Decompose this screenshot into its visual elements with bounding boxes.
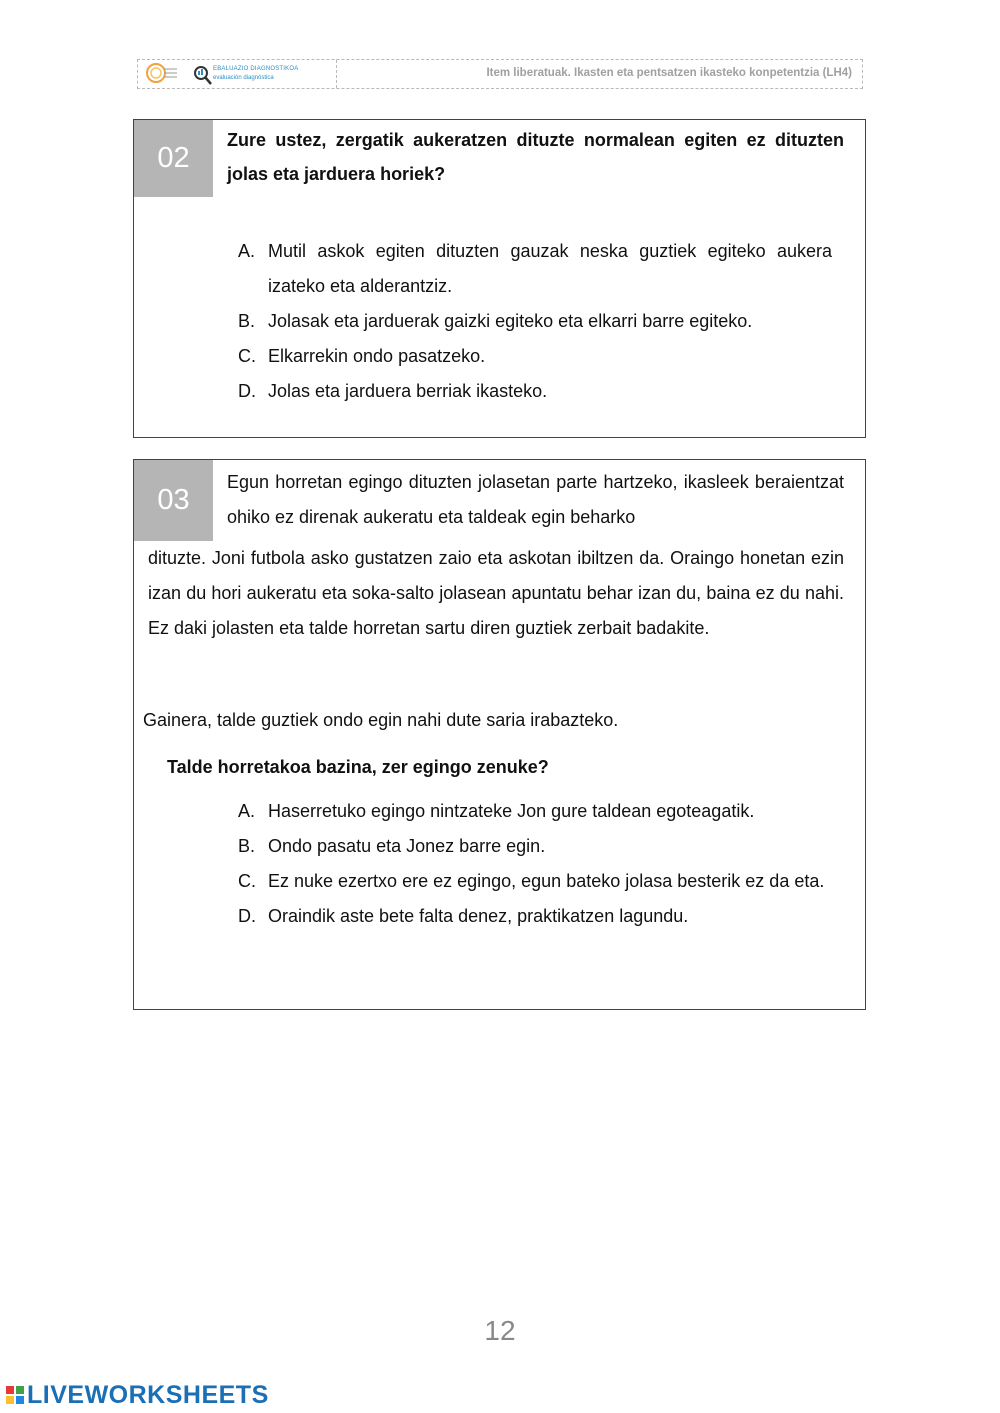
option-d[interactable] [238, 374, 832, 409]
option-letter: D. [238, 906, 256, 926]
option-c[interactable] [238, 339, 832, 374]
option-text: Oraindik aste bete falta denez, praktikatzen lagundu. [268, 906, 689, 926]
option-letter: A. [238, 241, 256, 261]
option-text: Jolasak eta jarduerak gaizki egiteko eta elkarri barre egiteko. [268, 311, 753, 331]
option-letter: C. [238, 871, 256, 891]
option-letter: A. [238, 801, 256, 821]
evaluation-logo [193, 63, 323, 87]
question-box-03 [133, 459, 866, 1010]
question-intro-top: Egun horretan egingo dituzten jolasetan parte hartzeko, ikasleek beraientzat ohiko ez direnak aukeratu eta taldeak egin beharko [227, 472, 844, 527]
option-c[interactable] [238, 864, 832, 899]
option-b[interactable] [238, 829, 832, 864]
option-letter: B. [238, 836, 256, 856]
option-text: Jolas eta jarduera berriak ikasteko. [268, 381, 548, 401]
header-logos [138, 60, 337, 88]
question-text: Talde horretakoa bazina, zer egingo zenuke? [167, 757, 549, 777]
option-text: Elkarrekin ondo pasatzeko. [268, 346, 486, 366]
institution-logo [144, 62, 178, 86]
brand-grid-icon [6, 1386, 24, 1404]
answer-options [238, 234, 832, 409]
option-text: Ondo pasatu eta Jonez barre egin. [268, 836, 546, 856]
question-number: 02 [134, 120, 213, 197]
question-intro-body: dituzte. Joni futbola asko gustatzen zaio eta askotan ibiltzen da. Oraingo honetan ezin izan du hori aukeratu eta soka-salto jolasean apuntatu behar izan du, baina ez du nahi. Ez daki jolasten eta talde horretan sartu diren guztiek zerbait badakite. [148, 548, 844, 638]
question-paragraph: Gainera, talde guztiek ondo egin nahi dute saria irabazteko. [143, 710, 619, 730]
option-text: Haserretuko egingo nintzateke Jon gure taldean egoteagatik. [268, 801, 755, 821]
question-number: 03 [134, 460, 213, 541]
option-text: Mutil askok egiten dituzten gauzak neska guztiek egiteko aukera izateko eta alderantziz. [268, 241, 832, 296]
question-box-02 [133, 119, 866, 438]
page-header [137, 59, 863, 89]
option-letter: C. [238, 346, 256, 366]
option-letter: B. [238, 311, 256, 331]
option-b[interactable] [238, 304, 832, 339]
option-a[interactable] [238, 234, 832, 304]
answer-options [238, 794, 832, 934]
option-a[interactable] [238, 794, 832, 829]
logo-text-2: evaluación diagnóstica [213, 75, 274, 81]
option-letter: D. [238, 381, 256, 401]
question-text: Zure ustez, zergatik aukeratzen dituzte normalean egiten ez dituzten jolas eta jarduera horiek? [227, 130, 844, 184]
brand-text: LIVEWORKSHEETS [27, 1380, 269, 1409]
option-d[interactable] [238, 899, 832, 934]
liveworksheets-brand[interactable] [6, 1381, 269, 1409]
page-number: 12 [484, 1315, 516, 1346]
option-text: Ez nuke ezertxo ere ez egingo, egun bateko jolasa besterik ez da eta. [268, 871, 825, 891]
magnifier-icon [193, 63, 213, 87]
logo-text-1: EBALUAZIO DIAGNOSTIKOA [213, 66, 299, 72]
header-title: Item liberatuak. Ikasten eta pentsatzen ikasteko konpetentzia (LH4) [486, 67, 852, 79]
